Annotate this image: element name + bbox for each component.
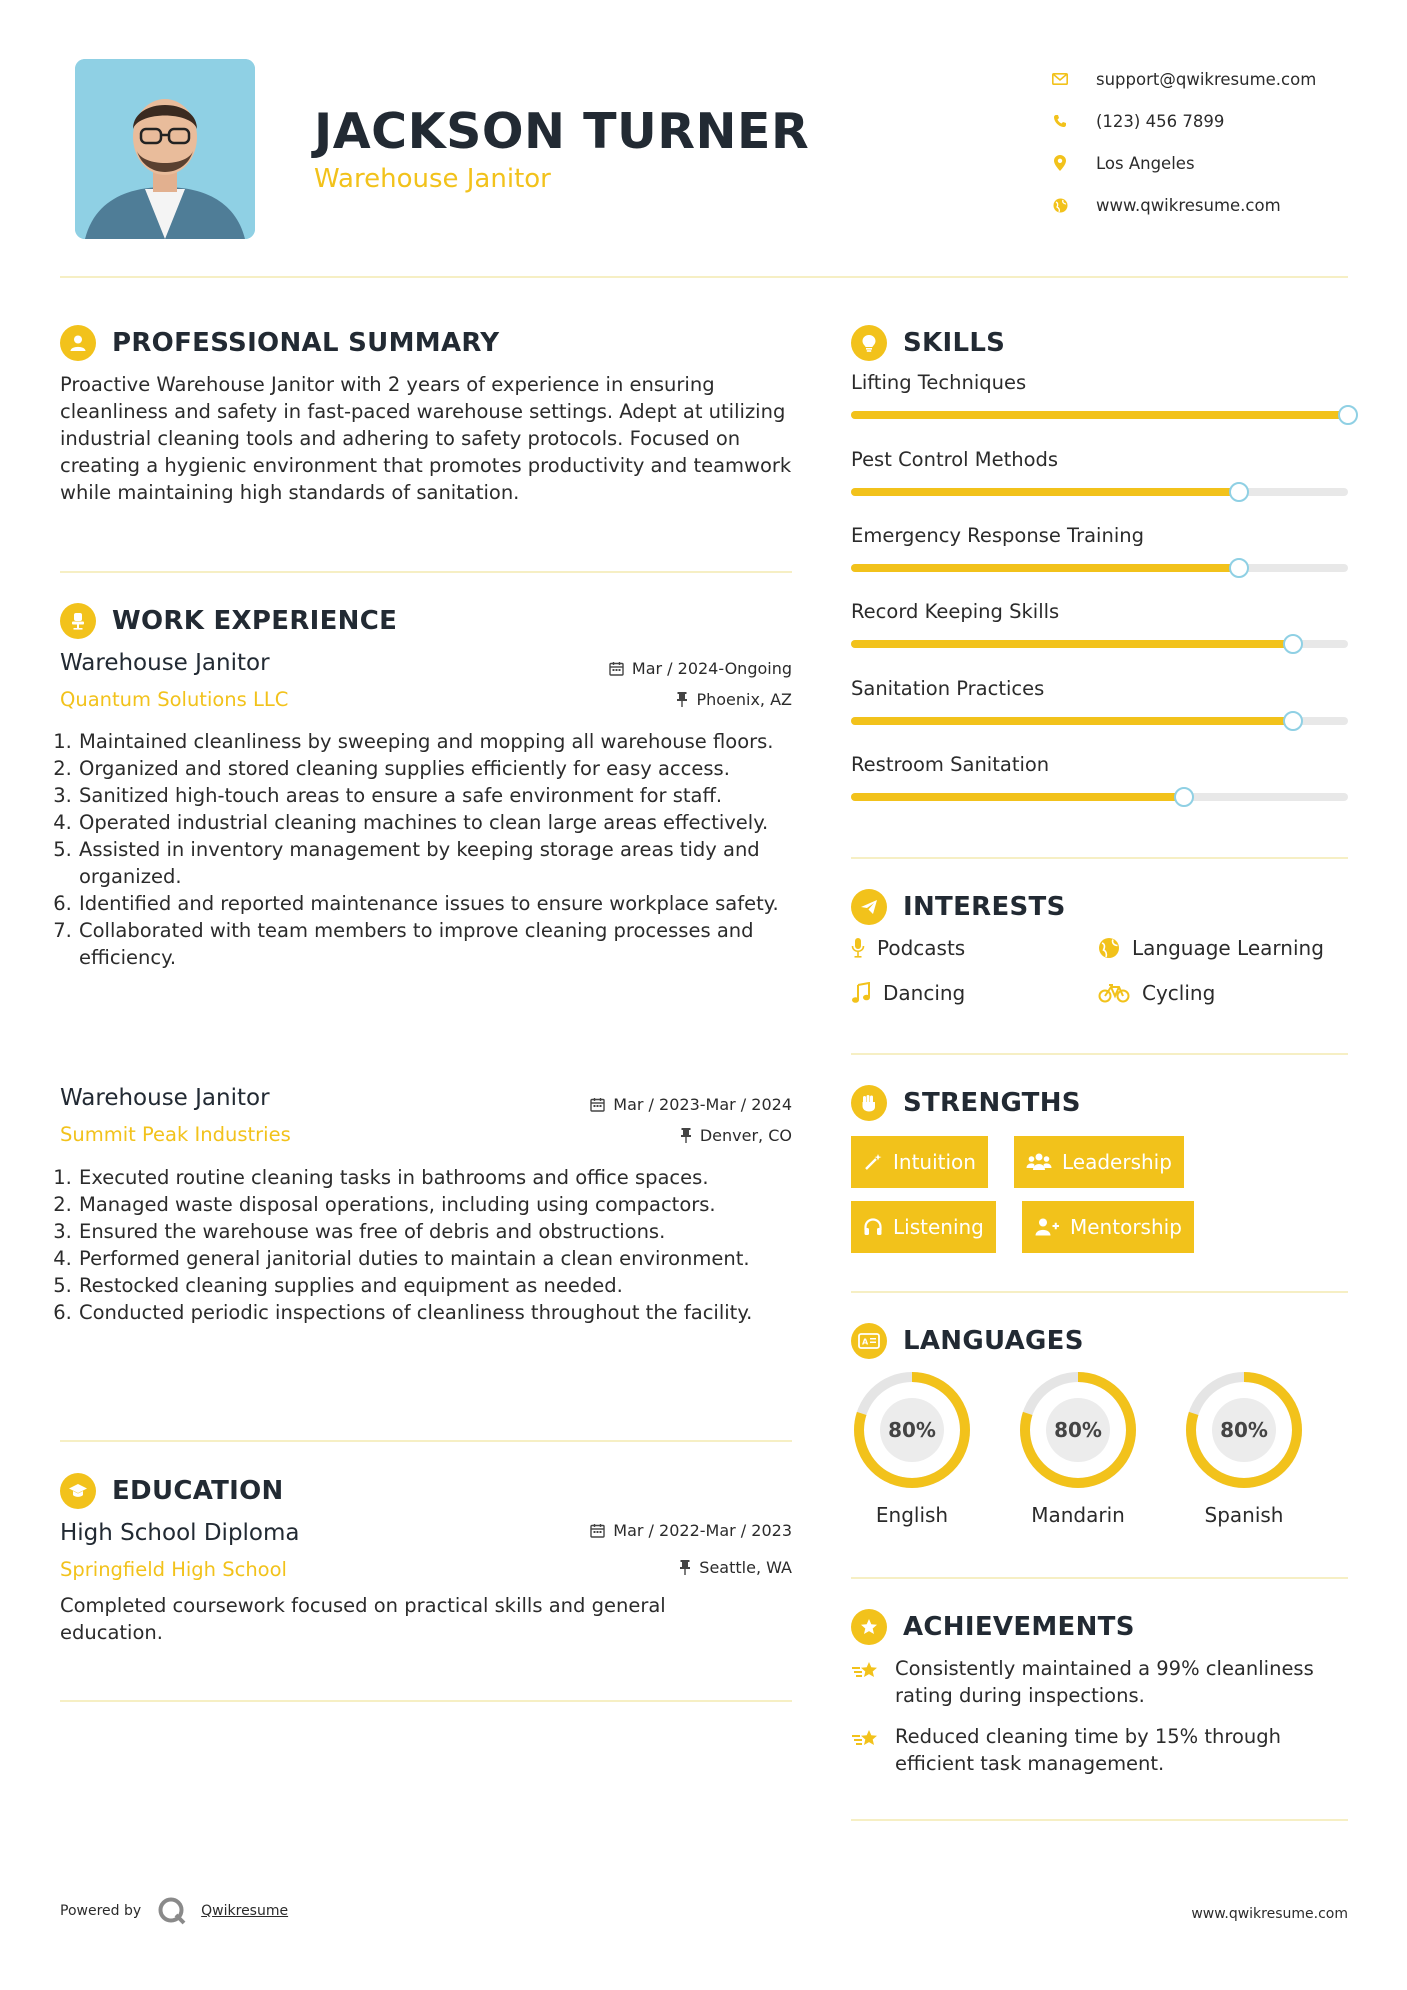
achievements-divider <box>851 1819 1348 1821</box>
job-1-dates-text: Mar / 2024-Ongoing <box>631 659 792 678</box>
list-item: 4. Performed general janitorial duties to maintain a clean environment. <box>78 1245 795 1272</box>
language-name: English <box>875 1503 949 1527</box>
skill-item <box>851 524 1348 572</box>
list-item: 6. Identified and reported maintenance issues to ensure workplace safety. <box>78 890 795 917</box>
skill-handle <box>1229 482 1249 502</box>
calendar-icon <box>590 1097 605 1112</box>
languages-heading <box>851 1323 1084 1359</box>
language-card-icon <box>851 1323 887 1359</box>
experience-heading <box>60 603 397 639</box>
list-item: 1. Maintained cleanliness by sweeping and mopping all warehouse floors. <box>78 728 795 755</box>
microphone-icon <box>851 937 865 959</box>
skill-handle <box>1283 634 1303 654</box>
calendar-icon <box>590 1523 605 1538</box>
summary-title: PROFESSIONAL SUMMARY <box>112 328 500 358</box>
list-item: 5. Assisted in inventory management by keeping storage areas tidy and organized. <box>78 836 795 890</box>
achievements-heading <box>851 1609 1135 1645</box>
language-ring <box>851 1369 973 1491</box>
achievement-text: Consistently maintained a 99% cleanliness rating during inspections. <box>895 1657 1314 1707</box>
skill-handle <box>1338 405 1358 425</box>
language-item <box>851 1369 973 1527</box>
interest-item <box>1098 936 1324 960</box>
education-location <box>679 1558 792 1577</box>
list-item: 2. Organized and stored cleaning supplies efficiently for easy access. <box>78 755 795 782</box>
interest-label: Podcasts <box>877 936 966 960</box>
language-percent: 80% <box>888 1418 936 1442</box>
education-location-text: Seattle, WA <box>699 1558 792 1577</box>
interests-divider <box>851 1053 1348 1055</box>
svg-text:A: A <box>862 1337 869 1347</box>
skill-fill <box>851 564 1239 572</box>
qwikresume-link[interactable]: Qwikresume <box>201 1903 289 1919</box>
raised-fist-icon <box>851 1085 887 1121</box>
contact-location <box>1050 142 1370 184</box>
candidate-role: Warehouse Janitor <box>314 164 551 194</box>
skills-title: SKILLS <box>903 328 1006 358</box>
skill-name: Emergency Response Training <box>851 524 1144 547</box>
contact-phone[interactable] <box>1050 100 1370 142</box>
list-item: 3. Sanitized high-touch areas to ensure a safe environment for staff. <box>78 782 795 809</box>
list-item: 2. Managed waste disposal operations, including using compactors. <box>78 1191 795 1218</box>
skill-fill <box>851 717 1293 725</box>
language-item <box>1017 1369 1139 1527</box>
job-2-dates-text: Mar / 2023-Mar / 2024 <box>613 1095 792 1114</box>
strength-label: Intuition <box>893 1150 976 1174</box>
shooting-star-icon <box>851 1655 881 1709</box>
languages-title: LANGUAGES <box>903 1326 1084 1356</box>
list-item: 4. Operated industrial cleaning machines to clean large areas effectively. <box>78 809 795 836</box>
profile-photo <box>75 59 255 239</box>
language-percent: 80% <box>1054 1418 1102 1442</box>
skill-item <box>851 753 1348 801</box>
skill-name: Sanitation Practices <box>851 677 1045 700</box>
education-divider <box>60 1700 792 1702</box>
contact-email-text: support@qwikresume.com <box>1096 69 1317 89</box>
skill-item <box>851 371 1348 419</box>
language-item <box>1183 1369 1305 1527</box>
skill-fill <box>851 640 1293 648</box>
skill-handle <box>1229 558 1249 578</box>
bicycle-icon <box>1098 983 1130 1003</box>
interest-item <box>851 936 965 960</box>
group-icon <box>1026 1152 1052 1172</box>
user-icon <box>60 325 96 361</box>
globe-icon <box>1098 937 1120 959</box>
skill-handle <box>1283 711 1303 731</box>
strength-chip <box>1014 1136 1184 1188</box>
contact-website[interactable] <box>1050 184 1370 226</box>
chair-icon <box>60 603 96 639</box>
skill-track <box>851 564 1348 572</box>
envelope-icon <box>1050 69 1070 89</box>
list-item: 6. Conducted periodic inspections of cleanliness throughout the facility. <box>78 1299 795 1326</box>
magic-wand-icon <box>863 1152 883 1172</box>
interest-label: Dancing <box>883 981 966 1005</box>
job-1-location <box>676 690 792 709</box>
globe-icon <box>1050 195 1070 215</box>
language-percent: 80% <box>1220 1418 1268 1442</box>
experience-title: WORK EXPERIENCE <box>112 606 398 636</box>
list-item: 7. Collaborated with team members to improve cleaning processes and efficiency. <box>78 917 795 971</box>
skill-name: Pest Control Methods <box>851 448 1059 471</box>
skill-item <box>851 677 1348 725</box>
skill-track <box>851 717 1348 725</box>
job-2-bullets <box>60 1164 795 1326</box>
strength-chip <box>851 1136 988 1188</box>
languages-divider <box>851 1577 1348 1579</box>
skill-track <box>851 488 1348 496</box>
strengths-divider <box>851 1291 1348 1293</box>
language-ring <box>1017 1369 1139 1491</box>
skill-track <box>851 411 1348 419</box>
skill-track <box>851 640 1348 648</box>
footer-powered-by <box>60 1896 288 1926</box>
education-dates-text: Mar / 2022-Mar / 2023 <box>613 1521 792 1540</box>
achievement-item <box>851 1723 1348 1777</box>
qwikresume-logo-icon <box>157 1896 187 1926</box>
education-dates <box>590 1521 792 1540</box>
job-1-location-text: Phoenix, AZ <box>696 690 792 709</box>
interests-heading <box>851 889 1066 925</box>
job-2-location-text: Denver, CO <box>699 1126 792 1145</box>
lightbulb-icon <box>851 325 887 361</box>
job-1-title: Warehouse Janitor <box>60 650 270 676</box>
strength-label: Leadership <box>1062 1150 1172 1174</box>
education-title: EDUCATION <box>112 1476 284 1506</box>
contact-phone-text: (123) 456 7899 <box>1096 111 1225 131</box>
experience-divider <box>60 1440 792 1442</box>
summary-heading <box>60 325 499 361</box>
skill-handle <box>1174 787 1194 807</box>
skill-name: Lifting Techniques <box>851 371 1027 394</box>
language-name: Mandarin <box>1031 1503 1125 1527</box>
contact-email[interactable] <box>1050 58 1370 100</box>
shooting-star-icon <box>851 1723 881 1777</box>
header-divider <box>60 276 1348 278</box>
interest-item <box>1098 981 1215 1005</box>
contact-list <box>1050 58 1370 226</box>
job-2-title: Warehouse Janitor <box>60 1085 270 1111</box>
skill-fill <box>851 793 1184 801</box>
strength-chip <box>851 1201 996 1253</box>
skill-item <box>851 448 1348 496</box>
achievements-title: ACHIEVEMENTS <box>903 1612 1135 1642</box>
graduation-cap-icon <box>60 1473 96 1509</box>
strength-label: Listening <box>893 1215 984 1239</box>
interest-item <box>851 981 965 1005</box>
skill-name: Record Keeping Skills <box>851 600 1060 623</box>
education-text: Completed coursework focused on practical skills and general education. <box>60 1594 666 1644</box>
calendar-icon <box>609 661 624 676</box>
powered-by-text: Powered by <box>60 1903 142 1919</box>
job-1-company: Quantum Solutions LLC <box>60 688 289 711</box>
list-item: 3. Ensured the warehouse was free of debris and obstructions. <box>78 1218 795 1245</box>
job-1-bullets <box>60 728 795 971</box>
skill-name: Restroom Sanitation <box>851 753 1050 776</box>
skills-heading <box>851 325 1005 361</box>
skill-track <box>851 793 1348 801</box>
achievement-item <box>851 1655 1348 1709</box>
skill-item <box>851 600 1348 648</box>
contact-location-text: Los Angeles <box>1096 153 1195 173</box>
strengths-title: STRENGTHS <box>903 1088 1081 1118</box>
strength-chip <box>1022 1201 1194 1253</box>
footer-url[interactable]: www.qwikresume.com <box>1191 1906 1348 1922</box>
headphones-icon <box>863 1217 883 1237</box>
job-2-location <box>680 1126 792 1145</box>
pushpin-icon <box>676 692 688 707</box>
interests-title: INTERESTS <box>903 892 1066 922</box>
pushpin-icon <box>679 1560 691 1575</box>
strength-label: Mentorship <box>1070 1215 1182 1239</box>
pushpin-icon <box>680 1128 692 1143</box>
strengths-heading <box>851 1085 1081 1121</box>
job-1-dates <box>609 659 792 678</box>
job-2-company: Summit Peak Industries <box>60 1123 291 1146</box>
skills-divider <box>851 857 1348 859</box>
interest-label: Cycling <box>1142 981 1216 1005</box>
music-note-icon <box>851 982 871 1004</box>
contact-website-text: www.qwikresume.com <box>1096 195 1281 215</box>
summary-text: Proactive Warehouse Janitor with 2 years of experience in ensuring cleanliness and safety in fast-paced warehouse settings. Adept at utilizing industrial cleaning tools and adhering to safety protocols. Focused on creating a hygienic environment that promotes productivity and teamwork while maintaining high standards of sanitation. <box>60 373 792 504</box>
summary-divider <box>60 571 792 573</box>
user-plus-icon <box>1034 1217 1060 1237</box>
skill-fill <box>851 488 1239 496</box>
interest-label: Language Learning <box>1132 936 1324 960</box>
paper-plane-icon <box>851 889 887 925</box>
candidate-name: JACKSON TURNER <box>314 103 810 160</box>
education-degree: High School Diploma <box>60 1520 300 1546</box>
job-2-dates <box>590 1095 792 1114</box>
list-item: 5. Restocked cleaning supplies and equipment as needed. <box>78 1272 795 1299</box>
star-badge-icon <box>851 1609 887 1645</box>
language-name: Spanish <box>1204 1503 1284 1527</box>
education-heading <box>60 1473 284 1509</box>
skill-fill <box>851 411 1348 419</box>
education-school: Springfield High School <box>60 1558 287 1581</box>
achievement-text: Reduced cleaning time by 15% through efficient task management. <box>895 1725 1282 1775</box>
phone-icon <box>1050 111 1070 131</box>
list-item: 1. Executed routine cleaning tasks in bathrooms and office spaces. <box>78 1164 795 1191</box>
map-pin-icon <box>1050 153 1070 173</box>
language-ring <box>1183 1369 1305 1491</box>
